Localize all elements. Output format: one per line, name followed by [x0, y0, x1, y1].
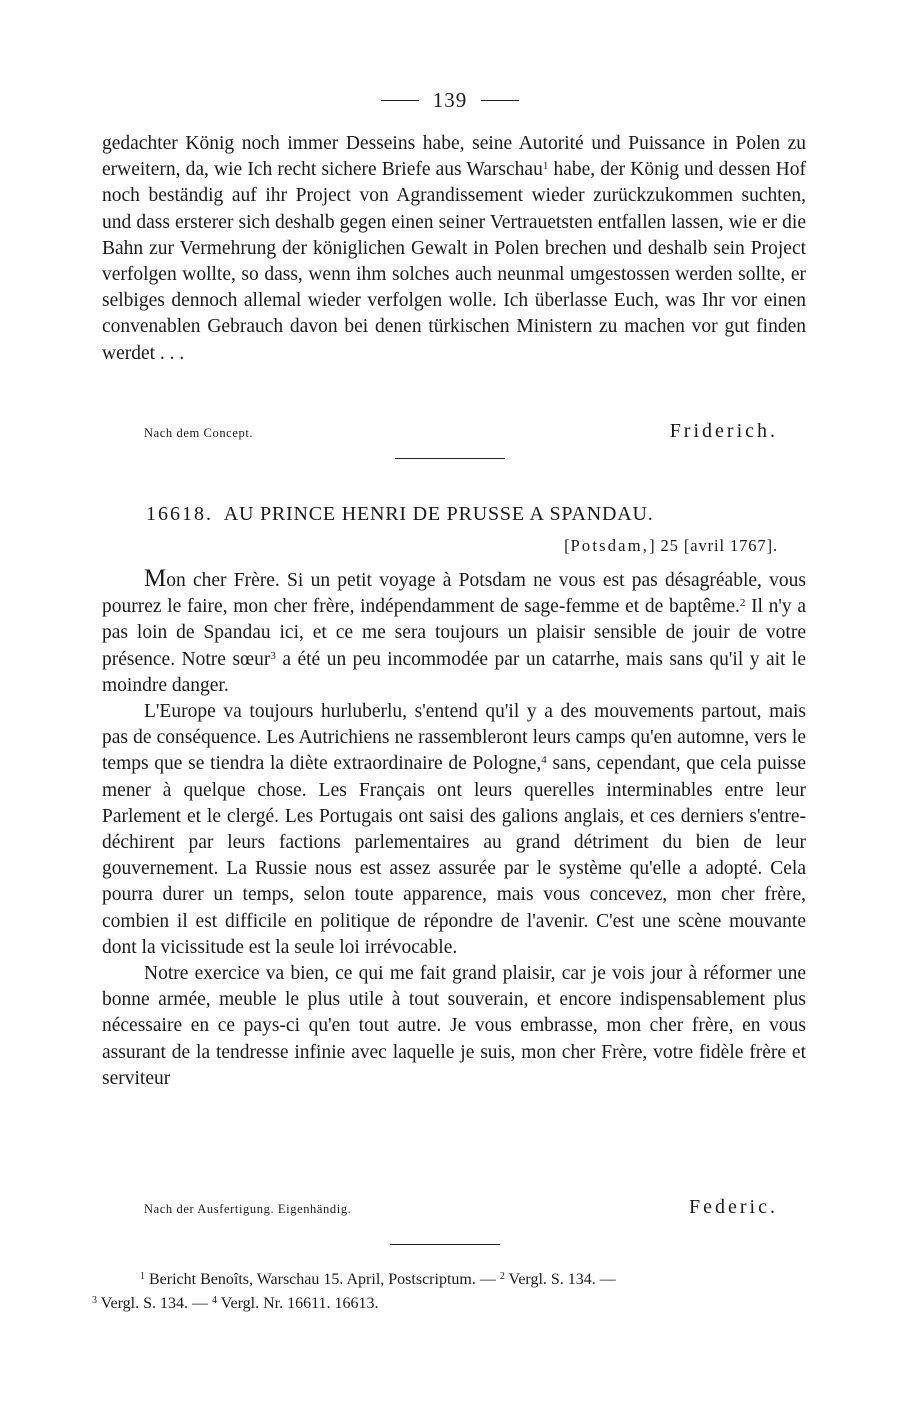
- text-line: wie er die Bahn zur Vermehrung der königlichen Gewalt in Polen: [102, 211, 806, 259]
- dateline: [564, 536, 778, 556]
- document-title: AU PRINCE HENRI DE PRUSSE A SPANDAU.: [223, 503, 654, 525]
- text-line: Warschau: [466, 159, 543, 181]
- date-bracket: [: [564, 536, 571, 555]
- text-line: Project von Agrandissement wieder zurückzukommen suchten, und dass: [102, 185, 807, 233]
- footnote-text: Vergl. S. 134. —: [504, 1271, 616, 1288]
- date-place: Potsdam,: [570, 536, 650, 555]
- footnote-number: 2: [499, 1271, 505, 1282]
- text-line: brechen und deshalb sein Project verfolgen wollte, so dass, wenn ihm: [102, 237, 807, 286]
- body-paragraph: [102, 699, 806, 961]
- text-line: allemal wieder verfolgen wolle. Ich überlasse Euch, was Ihr vor einen: [243, 290, 807, 312]
- letter-body: [102, 566, 806, 1092]
- date-text: ] 25 [avril 1767].: [649, 536, 778, 555]
- text-line: gedachter König noch immer Desseins habe, seine Autorité und: [102, 133, 621, 154]
- text-line: habe, der König und dessen Hof noch beständig auf ihr: [102, 159, 806, 207]
- letter-continuation: [102, 131, 806, 367]
- page-header: [0, 88, 900, 113]
- paragraph-text: Il n'y a pas loin de Spandau ici, et ce me sera toujours un plaisir sensible de jouir de votre présence. Notre sœur: [102, 596, 806, 670]
- footnote-text: Vergl. Nr. 16611. 16613.: [216, 1295, 379, 1312]
- footnote-text: Bericht Benoîts, Warschau 15. April, Postscriptum. —: [145, 1271, 500, 1288]
- signature: Friderich.: [669, 420, 778, 442]
- header-dash-right: [481, 100, 519, 101]
- letter-continuation-paragraph: [102, 131, 806, 367]
- footnote-ref: 3: [270, 649, 276, 662]
- text-line: solches auch neunmal umgestossen werden sollte, er selbiges dennoch: [102, 264, 806, 312]
- text-line: convenablen Gebrauch davon bei denen türkischen Ministern zu machen: [102, 316, 685, 338]
- document-number: 16618.: [146, 503, 213, 525]
- source-note: Nach dem Concept.: [144, 426, 254, 440]
- footnotes: [92, 1268, 802, 1316]
- paragraph-text: on cher Frère. Si un petit voyage à Potsdam ne vous est pas désagréable, vous pourrez le faire, mon cher frère, indépendamment de sage-femme et de baptême.: [102, 570, 806, 618]
- footnote-ref: 4: [541, 754, 547, 767]
- footnote-number: 4: [211, 1295, 217, 1306]
- letter1-closing: [102, 420, 778, 443]
- paragraph-text: a été un peu incommodée par un catarrhe, mais sans qu'il y ait le moindre danger.: [102, 648, 806, 696]
- footnote-line: [92, 1268, 802, 1292]
- footnote-ref: 1: [542, 160, 549, 173]
- paragraph-text: L'Europe va toujours hurluberlu, s'entend qu'il y a des mouvements partout, mais pas de conséquence. Les Autrichiens ne rassembleront leurs camps qu'en automne, vers le temps que se tiendra la diète extraordinaire de Pologne,: [102, 701, 806, 775]
- footnote-line: [92, 1292, 802, 1316]
- letter2-closing: [102, 1196, 778, 1219]
- footnote-ref: 2: [739, 597, 746, 610]
- paragraph-text: Notre exercice va bien, ce qui me fait grand plaisir, car je vois jour à réformer une bonne armée, meuble le plus utile à tout souverain, et encore indispensablement plus nécessaire en ce pays-ci qu'en tout autre. Je vous embrasse, mon cher frère, en vous assurant de la tendresse infinie avec laquelle je suis, mon cher Frère, votre fidèle frère et serviteur: [102, 963, 806, 1089]
- page-number: 139: [432, 88, 468, 112]
- body-paragraph: [102, 566, 806, 699]
- text-line: vor gut finden werdet . . .: [102, 316, 806, 364]
- text-line: Puissance in Polen zu erweitern, da, wie Ich recht sichere Briefe aus: [102, 133, 807, 181]
- footnote-number: 3: [92, 1295, 97, 1306]
- document-heading: [146, 503, 654, 526]
- source-note: Nach der Ausfertigung. Eigenhändig.: [144, 1202, 352, 1216]
- section-divider: [395, 458, 505, 459]
- body-paragraph: [102, 961, 806, 1092]
- initial-letter: M: [144, 565, 167, 592]
- paragraph-text: sans, cependant, que cela puisse mener à quelque chose. Les Français ont leurs querelles interminables entre leur Parlement et le clergé. Les Portugais ont saisi des galions anglais, et ces derniers s'entre-déchirent par leurs factions parlementaires au grand détriment du bien de leur gouvernement. La Russie nous est assez assurée par le système qu'elle a adopté. Cela pourra durer un temps, selon toute apparence, mais vous concevez, mon cher frère, combien il est difficile en politique de répondre de l'avenir. C'est une scène mouvante dont la vicissitude est la seule loi irrévocable.: [102, 753, 806, 958]
- footnote-divider: [390, 1244, 500, 1245]
- signature: Federic.: [689, 1196, 778, 1218]
- header-dash-left: [381, 100, 419, 101]
- footnote-text: Vergl. S. 134. —: [97, 1295, 212, 1312]
- footnote-number: 1: [140, 1271, 145, 1282]
- text-line: ersterer sich deshalb gegen einen seiner Vertrauetsten entfallen lassen,: [175, 211, 724, 233]
